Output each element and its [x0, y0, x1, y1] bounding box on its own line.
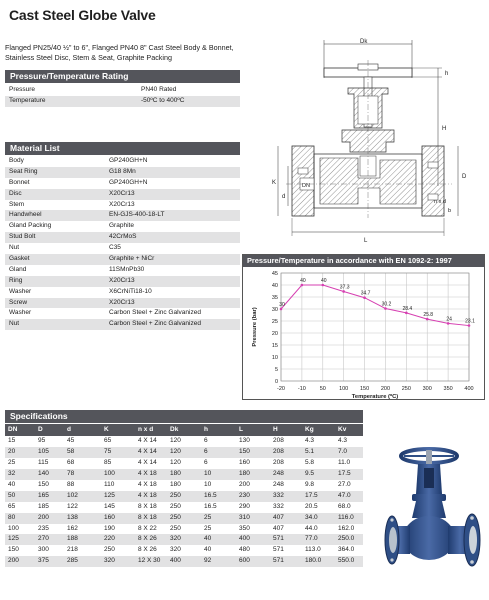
table-row — [5, 200, 240, 211]
data-point — [384, 307, 387, 310]
table-cell: 100 — [104, 469, 115, 477]
data-point — [405, 312, 408, 315]
row-label: Temperature — [9, 96, 46, 104]
row-value: G18 8Mn — [109, 167, 136, 175]
table-cell: 9.8 — [305, 480, 315, 488]
chart-plot — [243, 267, 484, 399]
table-row — [5, 447, 363, 458]
data-point — [426, 318, 429, 321]
data-point — [321, 284, 324, 287]
table-cell: 4.3 — [338, 437, 348, 444]
row-label: Pressure — [9, 86, 36, 93]
table-row — [5, 308, 240, 319]
table-row — [5, 556, 363, 567]
data-label: 34.7 — [360, 290, 371, 297]
label-b: b — [448, 208, 452, 214]
table-cell: 375 — [38, 557, 49, 565]
table-cell: 40 — [8, 480, 16, 488]
table-cell: 400 — [239, 535, 250, 543]
column-header: d — [67, 426, 71, 433]
table-cell: 4 X 18 — [138, 480, 157, 488]
row-value: X20Cr13 — [109, 189, 135, 197]
x-tick-label: -20 — [277, 386, 285, 392]
table-cell: 50 — [8, 491, 16, 499]
table-cell: 250 — [170, 524, 181, 532]
table-cell: 150 — [239, 447, 250, 455]
table-cell: 113.0 — [305, 546, 321, 554]
table-cell: 40 — [204, 535, 212, 543]
x-tick-label: 100 — [339, 386, 349, 392]
table-row — [5, 534, 363, 545]
table-cell: 115 — [38, 458, 49, 466]
y-tick-label: 15 — [271, 343, 278, 349]
table-cell: 185 — [38, 502, 49, 510]
label-dk: Dk — [360, 39, 368, 45]
table-cell: 4 X 18 — [138, 491, 157, 499]
x-tick-label: -10 — [297, 386, 306, 392]
table-row — [5, 189, 240, 200]
table-cell: 120 — [170, 458, 181, 466]
table-cell: 320 — [170, 546, 181, 554]
table-cell: 100 — [8, 524, 19, 532]
row-label: Handwheel — [9, 211, 42, 219]
table-cell: 95 — [38, 437, 46, 444]
table-cell: 160 — [239, 458, 250, 466]
table-cell: 200 — [38, 513, 49, 521]
table-cell: 180 — [239, 469, 250, 477]
table-cell: 208 — [273, 447, 284, 455]
data-point — [342, 290, 345, 293]
table-row — [5, 243, 240, 254]
data-point — [447, 322, 450, 325]
table-cell: 571 — [273, 535, 284, 543]
table-cell: 235 — [38, 524, 49, 532]
x-tick-label: 150 — [359, 386, 370, 392]
table-cell: 58 — [67, 447, 75, 455]
row-value: C35 — [109, 244, 121, 252]
table-cell: 17.5 — [338, 469, 351, 477]
row-value: Carbon Steel + Zinc Galvanized — [109, 320, 201, 328]
table-cell: 32 — [8, 469, 16, 477]
table-cell: 17.5 — [305, 491, 318, 499]
y-axis-label: Pressure (bar) — [252, 307, 258, 347]
table-cell: 16.5 — [204, 502, 217, 510]
table-cell: 8 X 26 — [138, 546, 157, 554]
table-cell: 130 — [239, 437, 250, 444]
table-cell: 27.0 — [338, 480, 351, 488]
column-header: Kv — [338, 426, 347, 433]
row-value: GP240GH+N — [109, 178, 148, 186]
table-cell: 270 — [38, 535, 49, 543]
column-header: h — [204, 426, 208, 433]
table-cell: 44.0 — [305, 524, 318, 532]
table-cell: 68.0 — [338, 502, 351, 510]
table-cell: 20 — [8, 447, 16, 455]
x-tick-label: 200 — [380, 386, 391, 392]
x-tick-label: 400 — [464, 386, 474, 392]
table-cell: 162.0 — [338, 524, 355, 532]
table-cell: 25 — [204, 524, 212, 532]
table-row — [5, 480, 363, 491]
table-cell: 550.0 — [338, 557, 355, 565]
y-tick-label: 5 — [274, 367, 278, 373]
data-point — [301, 284, 304, 287]
table-cell: 47.0 — [338, 491, 351, 499]
row-value: X6CrNiTi18-10 — [109, 287, 152, 295]
table-cell: 400 — [170, 557, 181, 565]
table-cell: 150 — [8, 546, 19, 554]
page-title: Cast Steel Globe Valve — [9, 7, 156, 23]
table-cell: 190 — [104, 524, 115, 532]
table-cell: 105 — [38, 447, 49, 455]
table-cell: 40 — [204, 546, 212, 554]
row-label: Seat Ring — [9, 167, 38, 175]
table-cell: 9.5 — [305, 469, 315, 477]
table-cell: 218 — [67, 546, 78, 554]
label-l: L — [364, 238, 368, 244]
table-cell: 6 — [204, 447, 208, 455]
column-header: D — [38, 426, 43, 433]
data-label: 28.4 — [402, 305, 413, 312]
table-cell: 10 — [204, 469, 212, 477]
table-cell: 248 — [273, 469, 284, 477]
label-k: K — [272, 180, 277, 186]
specifications-heading: Specifications — [5, 410, 363, 423]
data-label: 30.2 — [381, 301, 392, 308]
data-label: 30 — [279, 302, 285, 308]
table-cell: 230 — [239, 491, 250, 499]
table-cell: 285 — [67, 557, 78, 565]
data-point — [280, 308, 283, 311]
table-cell: 138 — [67, 513, 78, 521]
y-tick-label: 20 — [271, 331, 278, 337]
table-cell: 10 — [204, 480, 212, 488]
table-row — [5, 156, 240, 167]
table-row — [5, 85, 240, 96]
product-description: Flanged PN25/40 ½" to 6", Flanged PN40 8" Cast Steel Body & Bonnet, Stainless Steel Disc, Stem & Seat, Graphite Packing — [5, 43, 234, 62]
table-cell: 77.0 — [305, 535, 318, 543]
column-header: L — [239, 426, 243, 433]
pressure-temperature-chart — [242, 254, 485, 400]
rating-table — [5, 85, 240, 107]
column-header: H — [273, 426, 278, 433]
data-label: 24 — [446, 316, 452, 323]
table-cell: 8 X 18 — [138, 513, 157, 521]
table-cell: 160 — [104, 513, 115, 521]
row-label: Stem — [9, 200, 25, 208]
table-cell: 125 — [104, 491, 115, 499]
table-cell: 4 X 14 — [138, 447, 157, 455]
table-row — [5, 458, 363, 469]
table-cell: 92 — [204, 557, 212, 565]
row-value: X20Cr13 — [109, 298, 135, 306]
table-row — [5, 254, 240, 265]
data-label: 25.8 — [423, 312, 434, 319]
table-row — [5, 545, 363, 556]
table-cell: 68 — [67, 458, 75, 466]
table-cell: 220 — [104, 535, 115, 543]
row-label: Nut — [9, 320, 20, 328]
table-cell: 250.0 — [338, 535, 355, 543]
row-label: Body — [9, 157, 24, 164]
table-row — [5, 178, 240, 189]
row-label: Gland Packing — [9, 222, 52, 230]
table-cell: 65 — [104, 437, 112, 444]
valve-photo — [384, 446, 484, 596]
valve-technical-drawing — [262, 38, 484, 248]
column-header: n x d — [138, 426, 154, 433]
table-row — [5, 513, 363, 524]
plot-frame — [281, 273, 469, 381]
row-label: Nut — [9, 244, 20, 252]
table-cell: 180 — [170, 469, 181, 477]
table-row — [5, 298, 240, 309]
x-axis-label: Temperature (ºC) — [351, 394, 399, 399]
table-cell: 65 — [8, 502, 16, 510]
table-cell: 407 — [273, 513, 284, 521]
table-cell: 200 — [8, 557, 19, 565]
row-value: X20Cr13 — [109, 276, 135, 284]
row-value: EN-GJS-400-18-LT — [109, 211, 165, 219]
x-tick-label: 50 — [319, 386, 326, 392]
y-tick-label: 40 — [271, 283, 278, 289]
y-tick-label: 0 — [274, 379, 278, 385]
table-cell: 5.1 — [305, 447, 315, 455]
table-cell: 250 — [170, 502, 181, 510]
table-cell: 16.5 — [204, 491, 217, 499]
table-cell: 600 — [239, 557, 250, 565]
table-cell: 11.0 — [338, 458, 351, 466]
table-cell: 180.0 — [305, 557, 322, 565]
table-cell: 150 — [38, 480, 49, 488]
table-row — [5, 287, 240, 298]
table-cell: 480 — [239, 546, 250, 554]
label-d-small: d — [282, 194, 286, 200]
label-nxd: n x d — [434, 199, 446, 205]
data-label: 40 — [320, 278, 327, 284]
table-cell: 310 — [239, 513, 250, 521]
table-cell: 4 X 14 — [138, 458, 157, 466]
table-cell: 140 — [38, 469, 49, 477]
data-point — [363, 296, 366, 299]
table-cell: 20.5 — [305, 502, 318, 510]
table-cell: 12 X 30 — [138, 557, 161, 565]
column-header: K — [104, 426, 109, 433]
table-cell: 4.3 — [305, 437, 315, 444]
table-cell: 75 — [104, 447, 112, 455]
table-cell: 407 — [273, 524, 284, 532]
label-h-big: H — [442, 126, 447, 132]
table-cell: 332 — [273, 502, 284, 510]
table-row — [5, 276, 240, 287]
table-cell: 34.0 — [305, 513, 318, 521]
table-row — [5, 210, 240, 221]
y-tick-label: 30 — [271, 307, 278, 313]
label-h-small: h — [445, 71, 449, 77]
y-tick-label: 25 — [271, 319, 278, 325]
table-header-row — [5, 424, 363, 436]
table-cell: 290 — [239, 502, 250, 510]
row-value: PN40 Rated — [141, 86, 177, 93]
table-cell: 5.8 — [305, 458, 315, 466]
table-row — [5, 96, 240, 107]
table-cell: 15 — [8, 437, 16, 444]
table-row — [5, 319, 240, 330]
table-cell: 7.0 — [338, 447, 348, 455]
table-cell: 85 — [104, 458, 112, 466]
table-cell: 248 — [273, 480, 284, 488]
table-cell: 8 X 18 — [138, 502, 157, 510]
row-value: Graphite + NiCr — [109, 255, 155, 263]
table-cell: 145 — [104, 502, 115, 510]
table-cell: 8 X 22 — [138, 524, 157, 532]
row-value: Carbon Steel + Zinc Galvanized — [109, 309, 201, 317]
row-value: -50ºC to 400ºC — [141, 96, 185, 104]
chart-heading: Pressure/Temperature in accordance with EN 1092-2: 1997 — [243, 255, 484, 267]
x-tick-label: 300 — [422, 386, 432, 392]
table-cell: 45 — [67, 437, 75, 444]
row-label: Washer — [9, 287, 32, 295]
rating-heading: Pressure/Temperature Rating — [5, 70, 240, 83]
row-label: Ring — [9, 276, 23, 284]
y-tick-label: 45 — [271, 271, 278, 277]
table-cell: 571 — [273, 557, 284, 565]
row-value: 42CrMoS — [109, 233, 137, 241]
table-cell: 250 — [170, 513, 181, 521]
table-cell: 180 — [170, 480, 181, 488]
material-list-table — [5, 156, 240, 330]
y-tick-label: 35 — [271, 295, 278, 301]
table-cell: 165 — [38, 491, 49, 499]
table-cell: 102 — [67, 491, 78, 499]
table-cell: 116.0 — [338, 513, 354, 521]
data-point — [468, 324, 471, 327]
row-value: 11SMnPb30 — [109, 265, 145, 273]
table-cell: 4 X 18 — [138, 469, 157, 477]
table-cell: 320 — [170, 535, 181, 543]
row-value: GP240GH+N — [109, 157, 148, 164]
column-header: DN — [8, 426, 18, 433]
table-cell: 162 — [67, 524, 78, 532]
table-cell: 320 — [104, 557, 115, 565]
y-tick-label: 10 — [271, 355, 278, 361]
table-cell: 8 X 26 — [138, 535, 157, 543]
x-tick-label: 350 — [443, 386, 453, 392]
x-tick-label: 250 — [401, 386, 411, 392]
row-value: X20Cr13 — [109, 200, 135, 208]
row-label: Screw — [9, 298, 28, 306]
table-cell: 200 — [239, 480, 250, 488]
table-cell: 350 — [239, 524, 250, 532]
table-cell: 6 — [204, 458, 208, 466]
table-row — [5, 469, 363, 480]
data-label: 40 — [300, 278, 306, 284]
table-cell: 250 — [104, 546, 115, 554]
table-cell: 332 — [273, 491, 284, 499]
row-label: Gland — [9, 265, 27, 273]
data-label: 23.1 — [465, 318, 475, 325]
table-cell: 78 — [67, 469, 75, 477]
table-cell: 188 — [67, 535, 78, 543]
table-cell: 25 — [8, 458, 16, 466]
label-d-big: D — [462, 174, 467, 180]
data-label: 37.3 — [339, 284, 350, 291]
table-cell: 88 — [67, 480, 75, 488]
row-label: Gasket — [9, 255, 30, 263]
table-cell: 125 — [8, 535, 19, 543]
table-cell: 571 — [273, 546, 284, 554]
table-row — [5, 221, 240, 232]
table-row — [5, 232, 240, 243]
specifications-table — [5, 424, 363, 567]
material-list-heading: Material List — [5, 142, 240, 155]
table-cell: 25 — [204, 513, 212, 521]
table-cell: 250 — [170, 491, 181, 499]
row-value: Graphite — [109, 222, 134, 230]
table-cell: 300 — [38, 546, 49, 554]
table-cell: 80 — [8, 513, 16, 521]
table-cell: 120 — [170, 447, 181, 455]
row-label: Bonnet — [9, 178, 30, 186]
table-cell: 208 — [273, 458, 284, 466]
row-label: Washer — [9, 309, 32, 317]
table-cell: 364.0 — [338, 546, 355, 554]
series-line — [281, 285, 469, 326]
column-header: Kg — [305, 426, 314, 433]
table-row — [5, 502, 363, 513]
table-cell: 122 — [67, 502, 78, 510]
table-row — [5, 491, 363, 502]
table-cell: 110 — [104, 480, 115, 488]
table-cell: 208 — [273, 437, 284, 444]
table-row — [5, 524, 363, 535]
row-label: Stud Bolt — [9, 233, 36, 241]
table-cell: 6 — [204, 437, 208, 444]
table-row — [5, 167, 240, 178]
table-row — [5, 265, 240, 276]
label-dn: DN — [302, 183, 310, 189]
table-row — [5, 436, 363, 447]
row-label: Disc — [9, 189, 22, 197]
table-cell: 120 — [170, 437, 181, 444]
table-cell: 4 X 14 — [138, 437, 157, 444]
column-header: Dk — [170, 426, 179, 433]
